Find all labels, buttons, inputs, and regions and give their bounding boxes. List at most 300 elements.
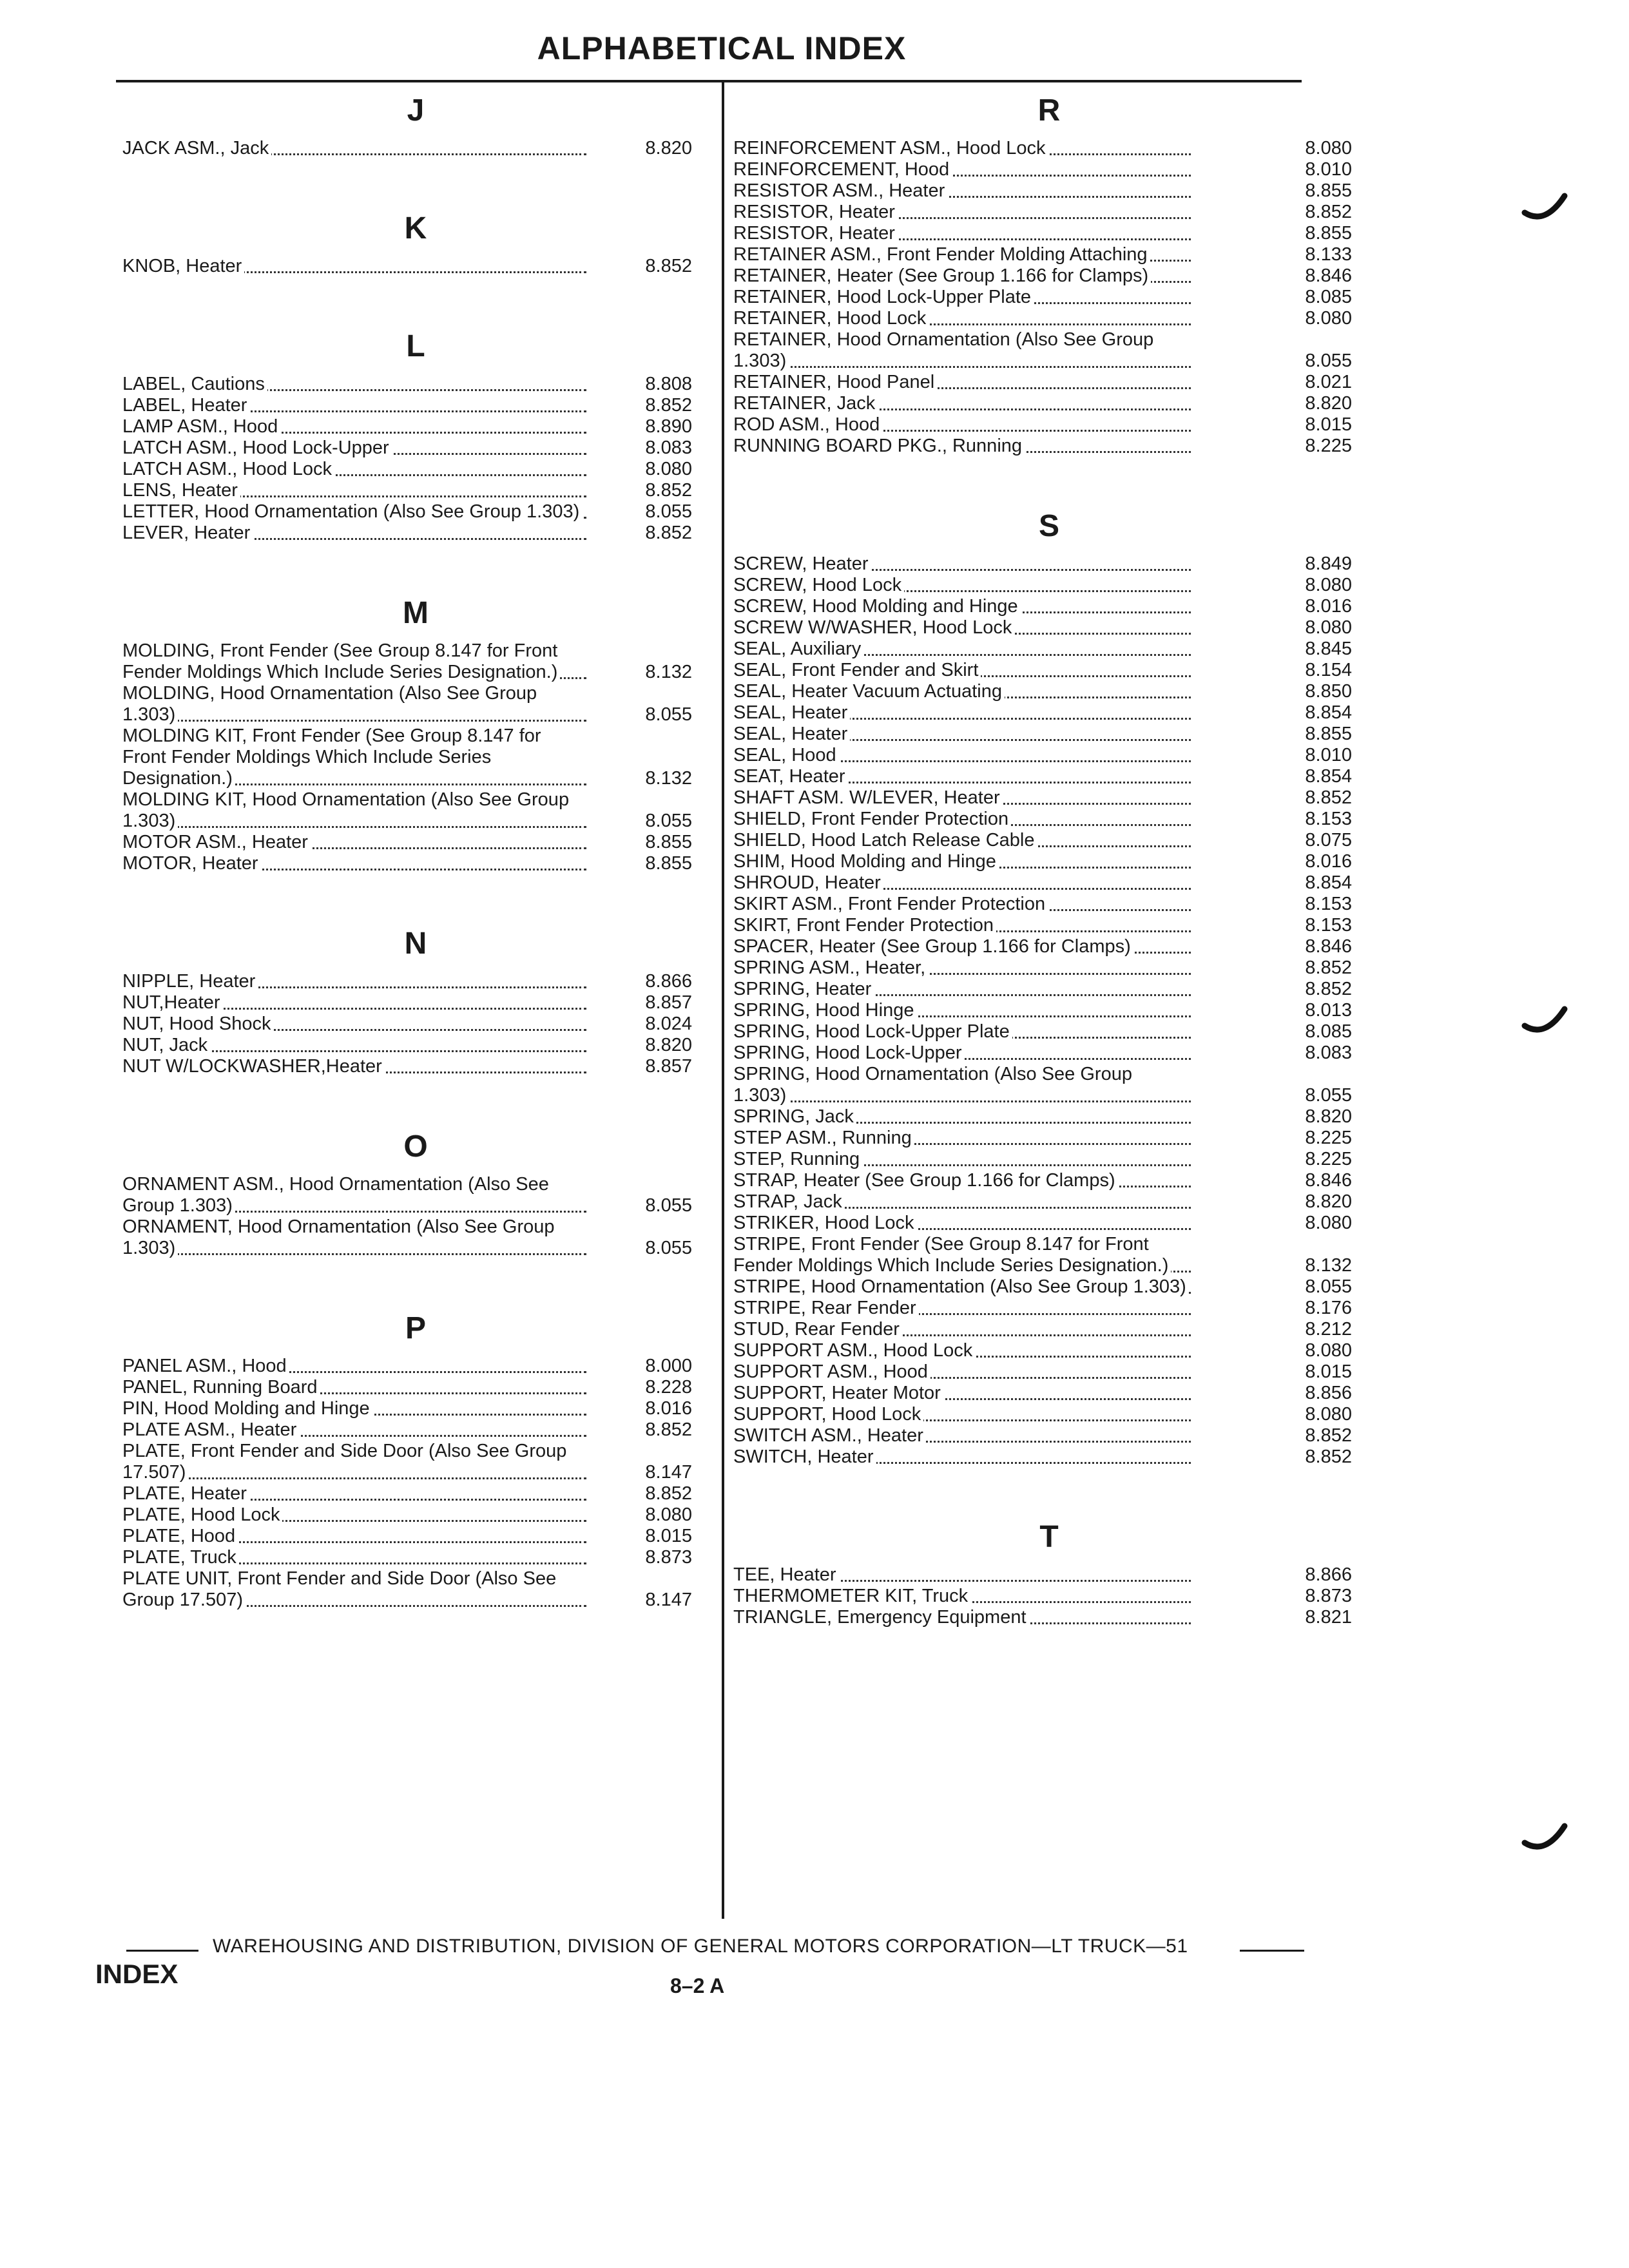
entry-name-text: SEAL, Hood [733,745,839,765]
entry-name [122,1504,586,1526]
entry-list [122,640,709,874]
entry-group-number: 8.153 [1305,894,1352,914]
entry-name [733,180,1191,202]
entry-group-number: 8.132 [645,662,692,682]
entry-name-text: MOTOR, Heater [122,853,261,874]
entry-group-number: 8.849 [1305,553,1352,574]
entry-group-number: 8.852 [1305,1425,1352,1446]
entry-group-number: 8.055 [645,1195,692,1216]
entry-name-text: REINFORCEMENT, Hood [733,159,952,180]
entry-name [122,416,586,437]
index-entry [733,851,1365,872]
left-column [122,84,709,1653]
entry-name-text: SWITCH ASM., Heater [733,1425,926,1446]
index-entry [122,374,709,395]
index-entry [733,265,1365,287]
index-entry [733,1586,1365,1607]
entry-group-number: 8.866 [1305,1564,1352,1585]
index-entry [122,1568,709,1611]
entry-group-number: 8.873 [1305,1586,1352,1606]
entry-name-text: SWITCH, Heater [733,1446,876,1467]
index-entry [122,1483,709,1504]
entry-name [733,1425,1191,1446]
entry-name [733,957,1191,979]
entry-group-number: 8.080 [645,459,692,479]
index-entry [733,1149,1365,1170]
index-entry [733,1128,1365,1149]
entry-group-number: 8.055 [645,501,692,522]
entry-group-number: 8.055 [1305,1085,1352,1106]
entry-name-text: TEE, Heater [733,1564,839,1585]
entry-name-text: SPRING, Heater [733,979,874,999]
index-entry [122,1547,709,1568]
index-entry [733,1425,1365,1446]
entry-name-text: LABEL, Heater [122,395,249,416]
index-entry [733,553,1365,575]
index-entry [733,159,1365,180]
entry-name-text: PIN, Hood Molding and Hinge [122,1398,372,1419]
entry-name [733,575,1191,596]
entry-name-text: LATCH ASM., Hood Lock-Upper [122,437,392,458]
entry-group-number: 8.866 [645,971,692,992]
entry-name [122,1483,586,1504]
entry-name [122,1547,586,1568]
index-entry [122,1441,709,1483]
entry-name-text: RETAINER, Jack [733,393,878,414]
entry-name-text: SEAL, Heater [733,702,850,723]
index-entry [122,1216,709,1259]
entry-group-number: 8.225 [1305,1149,1352,1169]
entry-list [733,553,1365,1468]
entry-name [733,809,1191,830]
entry-name-text: SPACER, Heater (See Group 1.166 for Clamps) [733,936,1133,957]
entry-group-number: 8.855 [1305,180,1352,201]
entry-group-number: 8.154 [1305,660,1352,680]
entry-name-text: NUT, Jack [122,1035,210,1055]
index-entry [733,957,1365,979]
index-entry [733,936,1365,957]
entry-name [733,1404,1191,1425]
entry-name-text: PLATE ASM., Heater [122,1419,299,1440]
entry-name [122,1014,586,1035]
section-letter: M [403,596,429,630]
entry-name [733,1064,1191,1106]
entry-name-text: NUT W/LOCKWASHER,Heater [122,1056,385,1077]
entry-name-text: MOLDING, Hood Ornamentation (Also See Group 1.303) [122,683,537,725]
index-section [122,917,709,1077]
entry-name [122,726,586,789]
entry-name [733,1607,1191,1628]
index-entry [733,702,1365,724]
entry-name-text: PLATE UNIT, Front Fender and Side Door (Also See Group 17.507) [122,1568,557,1610]
entry-group-number: 8.080 [1305,138,1352,159]
entry-list [122,1356,709,1611]
index-entry [122,256,709,277]
entry-name-text: ORNAMENT ASM., Hood Ornamentation (Also See Group 1.303) [122,1174,549,1216]
entry-name [122,1398,586,1419]
entry-name [122,374,586,395]
entry-name-text: SPRING ASM., Heater, [733,957,928,978]
entry-name [733,1000,1191,1021]
entry-name-text: SEAL, Auxiliary [733,639,863,659]
index-entry [122,1419,709,1441]
entry-group-number: 8.080 [1305,617,1352,638]
index-section [733,84,1365,457]
entry-name-text: SHIELD, Front Fender Protection [733,809,1011,829]
index-entry [733,1043,1365,1064]
entry-name [733,851,1191,872]
entry-name [733,159,1191,180]
index-entry [733,287,1365,308]
entry-name [733,1276,1191,1298]
entry-name-text: STRIPE, Hood Ornamentation (Also See Group 1.303) [733,1276,1189,1297]
entry-name-text: JACK ASM., Jack [122,138,271,159]
entry-group-number: 8.085 [1305,1021,1352,1042]
index-entry [733,915,1365,936]
index-entry [122,138,709,159]
index-entry [733,1564,1365,1586]
index-entry [733,639,1365,660]
index-entry [733,1213,1365,1234]
entry-name-text: ROD ASM., Hood [733,414,882,435]
entry-name-text: SPRING, Jack [733,1106,856,1127]
entry-name [733,372,1191,393]
entry-name [733,287,1191,308]
entry-group-number: 8.845 [1305,639,1352,659]
section-letter: L [406,329,425,363]
entry-group-number: 8.132 [645,768,692,789]
index-entry [122,789,709,832]
index-entry [122,640,709,683]
entry-name [733,830,1191,851]
entry-name [733,138,1191,159]
entry-name-text: KNOB, Heater [122,256,244,276]
entry-name-text: SUPPORT ASM., Hood [733,1361,930,1382]
entry-name-text: STRIPE, Rear Fender [733,1298,919,1318]
entry-name-text: SUPPORT ASM., Hood Lock [733,1340,975,1361]
index-entry [122,523,709,544]
entry-name-text: SCREW, Hood Molding and Hinge [733,596,1021,617]
index-entry [733,372,1365,393]
entry-name-text: PLATE, Front Fender and Side Door (Also See Group 17.507) [122,1441,567,1483]
entry-name-text: SEAT, Heater [733,766,848,787]
footer-publisher-line: WAREHOUSING AND DISTRIBUTION, DIVISION OF GENERAL MOTORS CORPORATION—LT TRUCK—51 [213,1936,1188,1957]
index-entry [733,1383,1365,1404]
entry-group-number: 8.013 [1305,1000,1352,1021]
entry-name-text: SCREW, Heater [733,553,871,574]
entry-name [733,872,1191,894]
entry-group-number: 8.015 [645,1526,692,1546]
entry-list [122,1174,709,1259]
entry-group-number: 8.854 [1305,702,1352,723]
entry-name [733,724,1191,745]
entry-name-text: RETAINER, Hood Lock-Upper Plate [733,287,1034,307]
index-entry [733,308,1365,329]
index-section [122,1120,709,1259]
entry-group-number: 8.153 [1305,915,1352,936]
entry-group-number: 8.212 [1305,1319,1352,1340]
entry-name-text: PLATE, Hood Lock [122,1504,282,1525]
index-entry [122,1504,709,1526]
entry-name-text: PANEL ASM., Hood [122,1356,289,1376]
index-entry [733,1021,1365,1043]
entry-name [122,1526,586,1547]
entry-name-text: STRAP, Heater (See Group 1.166 for Clamps) [733,1170,1118,1191]
index-section [122,202,709,277]
entry-name-text: SPRING, Hood Lock-Upper Plate [733,1021,1012,1042]
entry-group-number: 8.080 [1305,1404,1352,1425]
index-entry [733,393,1365,414]
entry-name [122,1377,586,1398]
entry-group-number: 8.855 [1305,223,1352,244]
binding-hole-mark-icon [1519,1821,1571,1866]
index-entry [733,414,1365,436]
entry-group-number: 8.855 [645,853,692,874]
entry-name-text: SHIELD, Hood Latch Release Cable [733,830,1037,850]
entry-group-number: 8.153 [1305,809,1352,829]
entry-name [733,553,1191,575]
index-entry [733,1319,1365,1340]
entry-name-text: SPRING, Hood Hinge [733,1000,916,1021]
index-entry [122,992,709,1014]
entry-group-number: 8.821 [1305,1607,1352,1628]
binding-hole-mark-icon [1519,191,1571,236]
entry-list [733,1564,1365,1628]
entry-list [122,971,709,1077]
index-entry [122,832,709,853]
entry-name-text: LEVER, Heater [122,523,253,543]
entry-name-text: RESISTOR, Heater [733,223,898,244]
entry-name-text: MOTOR ASM., Heater [122,832,311,852]
index-entry [733,787,1365,809]
entry-name [122,1174,586,1216]
entry-group-number: 8.854 [1305,766,1352,787]
entry-name-text: NIPPLE, Heater [122,971,258,992]
entry-group-number: 8.854 [1305,872,1352,893]
entry-name-text: MOLDING, Front Fender (See Group 8.147 for Front Fender Moldings Which Include Series Designation.) [122,640,560,682]
entry-name [733,787,1191,809]
entry-name [122,459,586,480]
entry-group-number: 8.846 [1305,1170,1352,1191]
entry-group-number: 8.228 [645,1377,692,1398]
entry-group-number: 8.225 [1305,1128,1352,1148]
entry-name-text: STEP, Running [733,1149,862,1169]
entry-group-number: 8.080 [1305,1340,1352,1361]
entry-group-number: 8.080 [1305,575,1352,595]
entry-group-number: 8.083 [1305,1043,1352,1063]
entry-group-number: 8.808 [645,374,692,394]
entry-group-number: 8.083 [645,437,692,458]
index-section [733,499,1365,1468]
entry-name [733,894,1191,915]
index-entry [733,766,1365,787]
entry-group-number: 8.852 [1305,1446,1352,1467]
entry-name [122,256,586,277]
entry-group-number: 8.852 [1305,202,1352,222]
entry-name-text: ORNAMENT, Hood Ornamentation (Also See Group 1.303) [122,1216,555,1258]
entry-group-number: 8.820 [1305,393,1352,414]
index-entry [733,1000,1365,1021]
entry-name [733,1319,1191,1340]
entry-name-text: STRIKER, Hood Lock [733,1213,916,1233]
entry-name [733,745,1191,766]
index-entry [122,683,709,726]
entry-group-number: 8.021 [1305,372,1352,392]
entry-name-text: PLATE, Hood [122,1526,238,1546]
entry-name [122,853,586,874]
entry-list [122,138,709,159]
index-entry [122,437,709,459]
entry-name-text: RETAINER, Hood Ornamentation (Also See Group 1.303) [733,329,1154,371]
entry-group-number: 8.855 [1305,724,1352,744]
column-divider [722,81,724,1919]
entry-group-number: 8.852 [645,395,692,416]
entry-group-number: 8.075 [1305,830,1352,850]
entry-name-text: RETAINER ASM., Front Fender Molding Attaching [733,244,1150,265]
entry-name-text: LATCH ASM., Hood Lock [122,459,334,479]
entry-group-number: 8.055 [645,811,692,831]
entry-group-number: 8.010 [1305,159,1352,180]
entry-group-number: 8.850 [1305,681,1352,702]
entry-group-number: 8.820 [1305,1106,1352,1127]
entry-name-text: RESISTOR ASM., Heater [733,180,947,201]
entry-name-text: SCREW W/WASHER, Hood Lock [733,617,1014,638]
page-title: ALPHABETICAL INDEX [537,30,907,66]
index-entry [733,329,1365,372]
entry-name-text: RETAINER, Heater (See Group 1.166 for Clamps) [733,265,1151,286]
entry-name [733,244,1191,265]
index-entry [122,459,709,480]
index-entry [733,202,1365,223]
entry-name [122,992,586,1014]
entry-group-number: 8.016 [1305,851,1352,872]
entry-name-text: SEAL, Heater Vacuum Actuating [733,681,1005,702]
entry-group-number: 8.055 [1305,351,1352,371]
entry-name [733,1213,1191,1234]
section-letter: T [1039,1520,1059,1554]
entry-name-text: RUNNING BOARD PKG., Running [733,436,1025,456]
entry-name [733,1234,1191,1276]
entry-group-number: 8.225 [1305,436,1352,456]
entry-name-text: TRIANGLE, Emergency Equipment [733,1607,1029,1628]
entry-name-text: STRAP, Jack [733,1191,845,1212]
entry-name [733,1106,1191,1128]
entry-name-text: RETAINER, Hood Lock [733,308,929,329]
entry-group-number: 8.846 [1305,265,1352,286]
entry-name [733,393,1191,414]
index-entry [122,1014,709,1035]
right-column [733,84,1365,1671]
entry-group-number: 8.016 [1305,596,1352,617]
index-entry [733,872,1365,894]
entry-name-text: SEAL, Front Fender and Skirt [733,660,981,680]
section-letter: N [404,927,427,961]
entry-list [122,374,709,544]
entry-name [122,1568,586,1611]
entry-name [122,480,586,501]
entry-name [733,1191,1191,1213]
entry-name [122,1441,586,1483]
index-entry [122,1377,709,1398]
entry-name-text: RESISTOR, Heater [733,202,898,222]
entry-group-number: 8.147 [645,1590,692,1610]
section-letter: O [403,1129,428,1164]
entry-name [733,1170,1191,1191]
entry-name-text: LAMP ASM., Hood [122,416,280,437]
index-entry [122,853,709,874]
entry-name-text: NUT, Hood Shock [122,1014,274,1034]
index-entry [733,436,1365,457]
index-entry [122,416,709,437]
index-entry [122,1356,709,1377]
entry-group-number: 8.015 [1305,1361,1352,1382]
entry-name [733,1149,1191,1170]
entry-name [122,789,586,832]
entry-group-number: 8.852 [645,523,692,543]
entry-name-text: PANEL, Running Board [122,1377,320,1398]
entry-name [733,1361,1191,1383]
entry-group-number: 8.857 [645,1056,692,1077]
entry-group-number: 8.846 [1305,936,1352,957]
index-entry [733,809,1365,830]
entry-name [122,1056,586,1077]
entry-name [122,1356,586,1377]
index-entry [122,480,709,501]
index-entry [733,1298,1365,1319]
section-letter: R [1037,93,1061,128]
index-entry [733,1170,1365,1191]
index-entry [122,1398,709,1419]
entry-name-text: SPRING, Hood Lock-Upper [733,1043,965,1063]
section-letter: K [404,211,427,245]
entry-name [122,1216,586,1259]
entry-name [122,1419,586,1441]
section-letter: S [1038,509,1059,543]
entry-name [733,1383,1191,1404]
entry-list [122,256,709,277]
entry-name-text: RETAINER, Hood Panel [733,372,937,392]
entry-name-text: PLATE, Truck [122,1547,239,1568]
index-entry [733,1607,1365,1628]
entry-group-number: 8.015 [1305,414,1352,435]
entry-name-text: LABEL, Cautions [122,374,267,394]
index-entry [733,223,1365,244]
entry-name [733,202,1191,223]
entry-name-text: SUPPORT, Heater Motor [733,1383,943,1403]
index-entry [733,180,1365,202]
entry-name [733,766,1191,787]
entry-group-number: 8.820 [1305,1191,1352,1212]
entry-name [733,1128,1191,1149]
entry-group-number: 8.016 [645,1398,692,1419]
entry-group-number: 8.024 [645,1014,692,1034]
index-entry [122,971,709,992]
index-entry [733,1340,1365,1361]
entry-name-text: THERMOMETER KIT, Truck [733,1586,970,1606]
index-entry [733,979,1365,1000]
entry-name-text: MOLDING KIT, Hood Ornamentation (Also See Group 1.303) [122,789,570,831]
entry-name [122,523,586,544]
index-entry [733,1064,1365,1106]
entry-name [122,832,586,853]
entry-name [733,1298,1191,1319]
entry-name [122,640,586,683]
entry-name [733,617,1191,639]
entry-name [733,596,1191,617]
entry-name [122,395,586,416]
index-entry [122,1526,709,1547]
index-entry [733,745,1365,766]
